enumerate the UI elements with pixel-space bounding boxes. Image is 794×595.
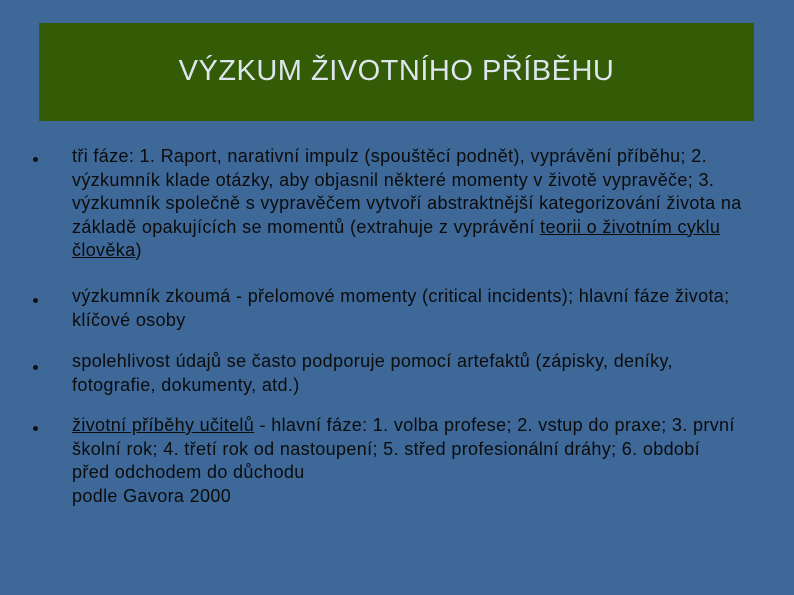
- source-citation: podle Gavora 2000: [72, 485, 232, 506]
- title-bar: [39, 23, 754, 121]
- bullet-3-text: spolehlivost údajů se často podporuje pomocí artefaktů (zápisky, deníky, fotografie, dokumenty, atd.): [72, 351, 673, 395]
- bullet-4-text: - hlavní fáze: 1. volba profese; 2. vstup do praxe; 3. první školní rok; 4. třetí rok od nastoupení; 5. střed profesionální dráhy; 6. období před odchodem do důchodu: [72, 415, 735, 482]
- teacher-stories-link[interactable]: životní příběhy učitelů: [72, 415, 255, 435]
- bullet-dot-4: [33, 426, 38, 431]
- bullet-item-researcher: [72, 285, 742, 332]
- bullet-item-teachers: [72, 414, 742, 508]
- bullet-item-phases: [72, 145, 742, 263]
- bullet-1-text: tři fáze: 1. Raport, narativní impulz (spouštěcí podnět), vyprávění příběhu; 2. výzkumník klade otázky, aby objasnil některé momenty v životě vypravěče; 3. výzkumník společně s vypravěčem vytvoří abstraktnější kategorizování života na základě opakujících se momentů (extrahuje z vyprávění: [72, 146, 742, 237]
- bullet-dot-3: [33, 365, 38, 370]
- theory-link[interactable]: teorii o životním cyklu člověka: [72, 216, 721, 260]
- bullet-1-close: ): [135, 240, 142, 260]
- bullet-2-text: výzkumník zkoumá - přelomové momenty (critical incidents); hlavní fáze života; klíčové osoby: [72, 286, 730, 330]
- bullet-dot-2: [33, 298, 38, 303]
- bullet-item-reliability: [72, 350, 742, 397]
- slide-title: VÝZKUM ŽIVOTNÍHO PŘÍBĚHU: [178, 54, 615, 87]
- bullet-dot-1: [33, 157, 38, 162]
